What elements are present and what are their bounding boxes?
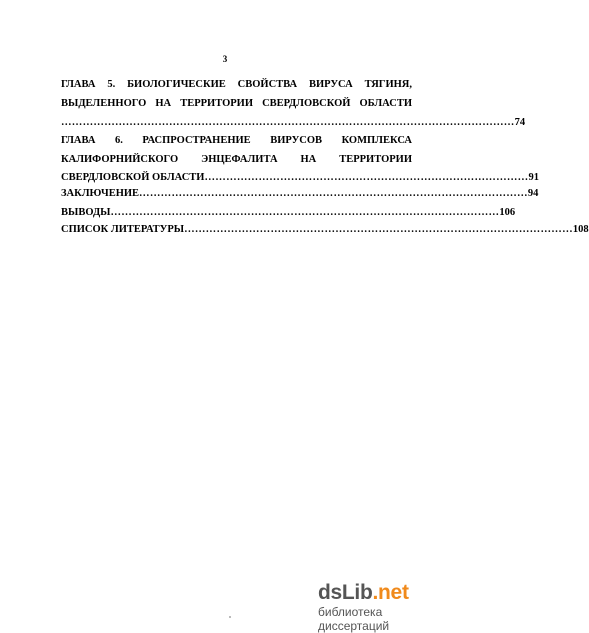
toc-entry-chapter5-line2: ВЫДЕЛЕННОГО НА ТЕРРИТОРИИ СВЕРДЛОВСКОЙ ОБЛАСТИ [61, 98, 412, 109]
toc-entry-title: СПИСОК ЛИТЕРАТУРЫ [61, 224, 185, 235]
toc-entry-chapter6-line2: КАЛИФОРНИЙСКОГО ЭНЦЕФАЛИТА НА ТЕРРИТОРИИ [61, 154, 412, 165]
toc-page-number: 108 [572, 224, 589, 235]
toc-entry-chapter5-leader [61, 116, 526, 130]
dot-leader: ……………………………………………………………………………………………… [110, 207, 500, 218]
toc-entry-title: ЗАКЛЮЧЕНИЕ [61, 188, 140, 199]
toc-entry-conclusions [61, 206, 516, 220]
toc-page-number: 106 [499, 207, 516, 218]
dot-leader: ……………………………………………………………………………………………………………… [61, 117, 515, 128]
toc-entry-references [61, 223, 589, 237]
toc-entry-chapter5-line1: ГЛАВА 5. БИОЛОГИЧЕСКИЕ СВОЙСТВА ВИРУСА ТЯГИНЯ, [61, 79, 412, 90]
dslib-watermark [318, 581, 448, 633]
toc-entry-title: ВЫВОДЫ [61, 207, 111, 218]
scan-speck [229, 616, 231, 618]
toc-entry-chapter6-line1: ГЛАВА 6. РАСПРОСТРАНЕНИЕ ВИРУСОВ КОМПЛЕКСА [61, 135, 412, 146]
toc-page-number: 74 [514, 117, 526, 128]
toc-page-number: 94 [527, 188, 539, 199]
watermark-tagline: библиотека диссертаций [318, 605, 390, 633]
toc-entry-conclusion [61, 187, 539, 201]
watermark-brand: dsLib [318, 581, 373, 604]
toc-entry-chapter6-line3 [61, 171, 539, 185]
dot-leader: ……………………………………………………………………………………………… [139, 188, 528, 199]
watermark-tld: .net [372, 581, 409, 604]
watermark-logo [318, 581, 448, 605]
dot-leader: ……………………………………………………………………………………………… [184, 224, 573, 235]
toc-page-number: 91 [528, 172, 539, 183]
page-number: 3 [222, 54, 228, 64]
toc-entry-title: СВЕРДЛОВСКОЙ ОБЛАСТИ [61, 172, 205, 183]
dot-leader: ……………………………………………………………………………… [204, 172, 529, 183]
